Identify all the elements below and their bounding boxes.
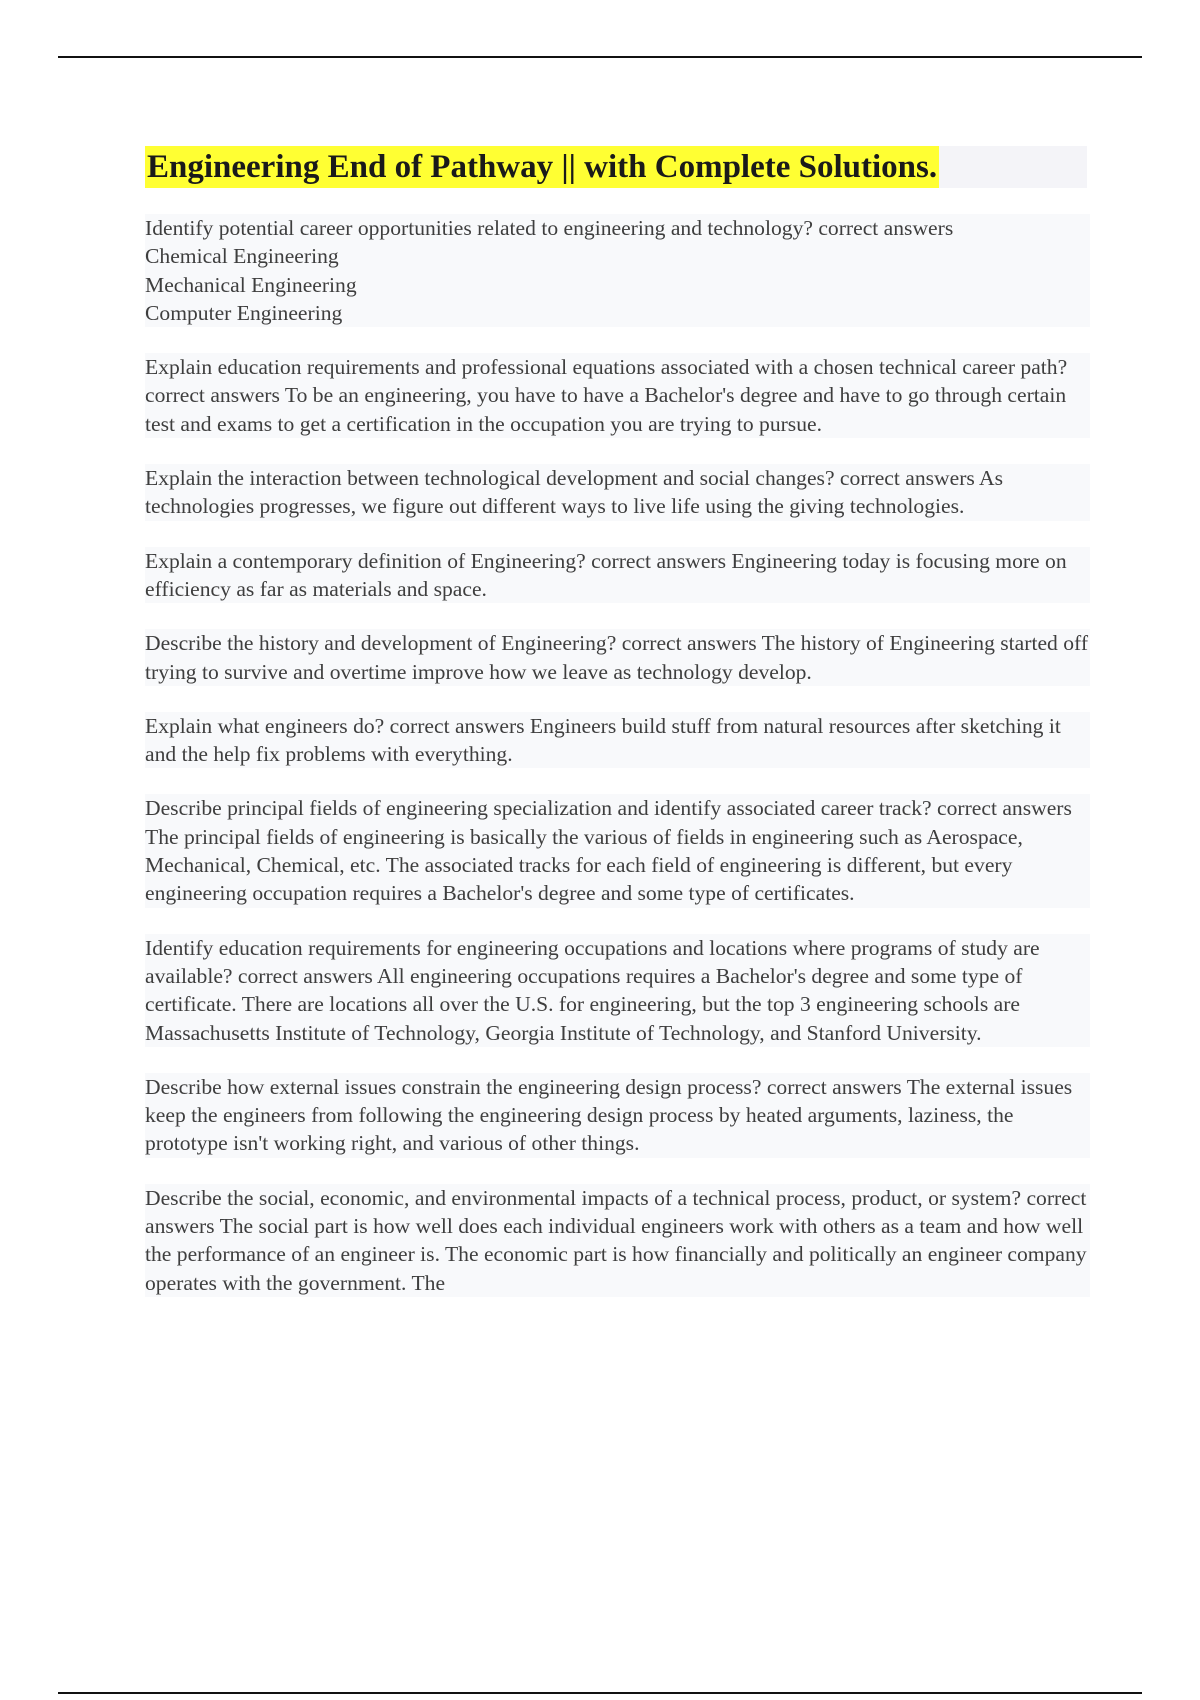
qa-text: Identify potential career opportunities related to engineering and technology? correct answers <box>145 216 954 240</box>
qa-item <box>145 629 1090 686</box>
career-list-item: Chemical Engineering <box>145 244 339 269</box>
qa-item <box>145 1184 1090 1297</box>
qa-item <box>145 712 1090 769</box>
qa-item <box>145 794 1090 907</box>
page-title: Engineering End of Pathway || with Complete Solutions. <box>145 146 939 188</box>
qa-text: Describe the history and development of Engineering? correct answers The history of Engineering started off trying to survive and overtime improve how we leave as technology develop. <box>145 631 1089 684</box>
qa-text: Explain education requirements and professional equations associated with a chosen technical career path? correct answers To be an engineering, you have to have a Bachelor's degree and have to go through certain test and exams to get a certification in the occupation you are trying to pursue. <box>145 355 1068 436</box>
document-body <box>145 214 1090 1323</box>
bottom-rule <box>58 1692 1142 1694</box>
qa-text: Describe how external issues constrain the engineering design process? correct answers The external issues keep the engineers from following the engineering design process by heated arguments, laziness, the prototype isn't working right, and various of other things. <box>145 1074 1073 1156</box>
qa-item <box>145 214 1090 327</box>
qa-item <box>145 353 1090 438</box>
qa-text: Explain the interaction between technological development and social changes? correct answers As technologies progresses, we figure out different ways to live life using the giving technologies. <box>145 466 1004 519</box>
career-list-item: Mechanical Engineering <box>145 272 357 297</box>
qa-text: Describe the social, economic, and environmental impacts of a technical process, product, or system? correct answers The social part is how well does each individual engineers work with others as a team and how well the performance of an engineer is. The economic part is how financially and politically an engineer company operates with the government. The <box>145 1185 1087 1295</box>
qa-text: Describe principal fields of engineering specialization and identify associated career track? correct answers The principal fields of engineering is basically the various of fields in engineering such as Aerospace, Mechanical, Chemical, etc. The associated tracks for each field of engineering is different, but every engineering occupation requires a Bachelor's degree and some type of certificates. <box>145 796 1072 906</box>
qa-item <box>145 934 1090 1047</box>
qa-text: Identify education requirements for engineering occupations and locations where programs of study are available? correct answers All engineering occupations requires a Bachelor's degree and some type of certificate. There are locations all over the U.S. for engineering, but the top 3 engineering schools are Massachusetts Institute of Technology, Georgia Institute of Technology, and Stanford University. <box>145 935 1040 1045</box>
qa-item <box>145 1073 1090 1158</box>
qa-text: Explain what engineers do? correct answers Engineers build stuff from natural resources after sketching it and the help fix problems with everything. <box>145 713 1061 767</box>
qa-text: Explain a contemporary definition of Engineering? correct answers Engineering today is focusing more on efficiency as far as materials and space. <box>145 548 1067 601</box>
career-list-item: Computer Engineering <box>145 300 343 325</box>
qa-item <box>145 464 1090 521</box>
top-rule <box>58 56 1142 58</box>
qa-item <box>145 547 1090 604</box>
